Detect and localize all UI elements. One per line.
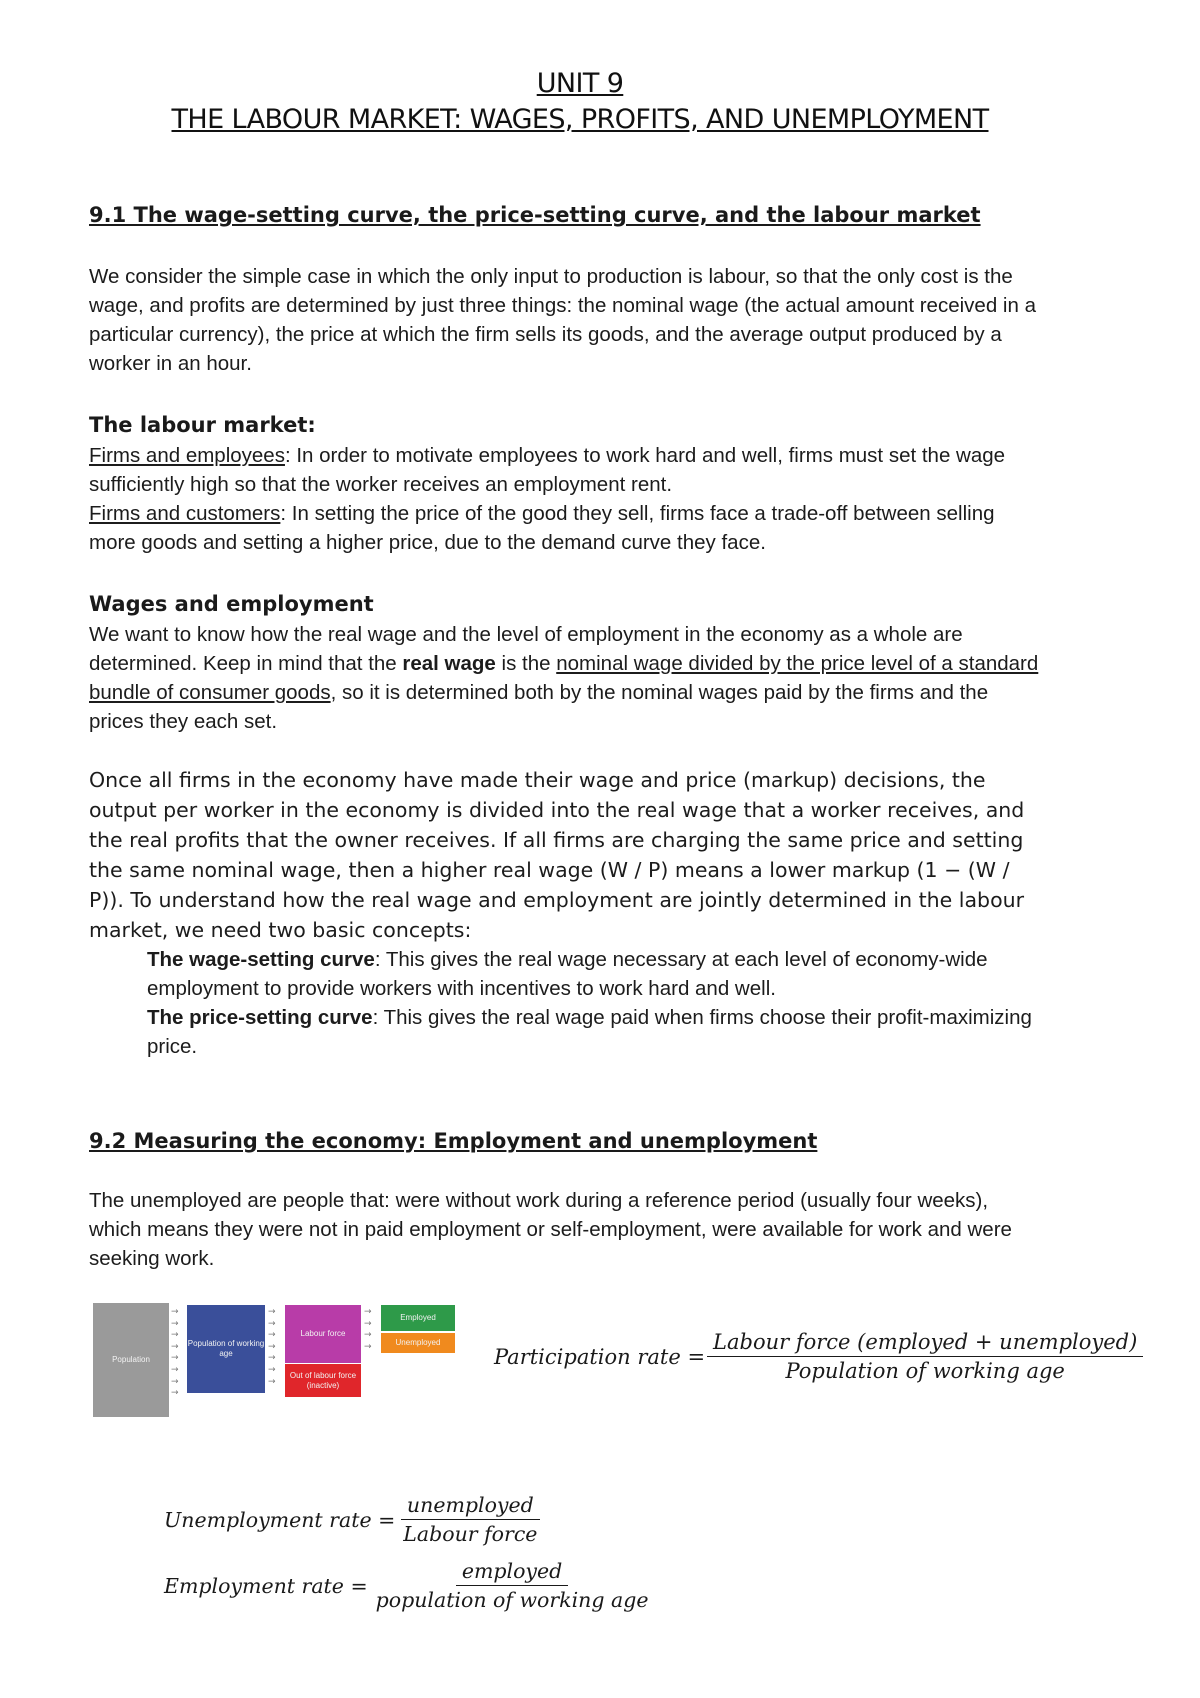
we-text: is the [495, 652, 557, 675]
real-wage-term: real wage [402, 652, 496, 675]
employment-rate-fraction [370, 1559, 655, 1612]
participation-rate-fraction [707, 1330, 1143, 1383]
employees-line-2: sufficiently high so that the worker receives an employment rent. [89, 473, 673, 496]
we-line-3 [89, 678, 1139, 707]
labour-market-text [89, 441, 1139, 557]
unemployed-box: Unemployed [381, 1333, 455, 1353]
wage-setting-text: : This gives the real wage necessary at each level of economy-wide [374, 948, 988, 971]
arrows-column-1: → → → → → → → → [171, 1307, 179, 1399]
markup-line: the real profits that the owner receives. If all firms are charging the same price and setting [89, 828, 1024, 852]
section-9-1-intro [89, 262, 1139, 378]
arrows-column-3: → → → → [364, 1307, 372, 1352]
we-text: determined. Keep in mind that the [89, 652, 403, 675]
participation-rate-formula [494, 1330, 1143, 1383]
unemployed-def-line: The unemployed are people that: were without work during a reference period (usually four weeks), [89, 1189, 989, 1212]
we-text: , so it is determined both by the nominal wages paid by the firms and the [330, 681, 989, 704]
wage-setting-term: The wage-setting curve [147, 948, 375, 971]
employment-denominator: population of working age [375, 1588, 649, 1612]
document-title: THE LABOUR MARKET: WAGES, PROFITS, AND UNEMPLOYMENT [171, 104, 989, 135]
unemployment-rate-formula [164, 1493, 543, 1546]
price-setting-text: : This gives the real wage paid when firms choose their profit-maximizing [372, 1006, 1032, 1029]
section-9-2-heading: 9.2 Measuring the economy: Employment and unemployment [89, 1129, 818, 1153]
markup-line: output per worker in the economy is divided into the real wage that a worker receives, and [89, 798, 1025, 822]
intro-line: We consider the simple case in which the only input to production is labour, so that the only cost is the [89, 265, 1013, 288]
participation-rate-lhs: Participation rate = [494, 1344, 706, 1369]
section-9-1-heading: 9.1 The wage-setting curve, the price-setting curve, and the labour market [89, 203, 981, 227]
employees-line [89, 441, 1139, 470]
employment-rate-lhs: Employment rate = [164, 1573, 368, 1598]
markup-paragraph [89, 765, 1139, 945]
customers-term: Firms and customers [89, 502, 281, 525]
labour-force-box: Labour force [285, 1305, 361, 1363]
real-wage-definition: nominal wage divided by the price level of a standard [556, 652, 1039, 675]
unemployed-def-line: seeking work. [89, 1247, 215, 1270]
out-of-labour-force-box: Out of labour force (inactive) [285, 1364, 361, 1397]
arrows-column-2: → → → → → → → [268, 1307, 276, 1387]
wage-setting-line [147, 945, 1137, 974]
participation-denominator: Population of working age [785, 1359, 1065, 1383]
employed-box: Employed [381, 1305, 455, 1331]
employment-rate-formula [164, 1559, 654, 1612]
employees-text: : In order to motivate employees to work hard and well, firms must set the wage [284, 444, 1006, 467]
participation-numerator: Labour force (employed + unemployed) [707, 1330, 1143, 1357]
labour-market-heading: The labour market: [89, 413, 316, 437]
we-line-4: prices they each set. [89, 710, 278, 733]
markup-line: P)). To understand how the real wage and employment are jointly determined in the labour [89, 888, 1025, 912]
customers-text: : In setting the price of the good they sell, firms face a trade-off between selling [280, 502, 995, 525]
unemployment-denominator: Labour force [403, 1522, 538, 1546]
wage-setting-line-2: employment to provide workers with incentives to work hard and well. [147, 977, 776, 1000]
unit-number: UNIT 9 [536, 68, 624, 99]
wages-employment-text [89, 620, 1139, 736]
unemployment-rate-fraction [397, 1493, 543, 1546]
markup-line: the same nominal wage, then a higher real wage (W / P) means a lower markup (1 − (W / [89, 858, 1010, 882]
price-setting-term: The price-setting curve [147, 1006, 373, 1029]
customers-line [89, 499, 1139, 528]
unemployment-rate-lhs: Unemployment rate = [164, 1507, 396, 1532]
employment-numerator: employed [456, 1559, 568, 1586]
price-setting-line-2: price. [147, 1035, 198, 1058]
employees-term: Firms and employees [89, 444, 285, 467]
unemployment-numerator: unemployed [401, 1493, 540, 1520]
section-9-2-intro [89, 1186, 1139, 1273]
intro-line: wage, and profits are determined by just three things: the nominal wage (the actual amount received in a [89, 294, 1036, 317]
unemployed-def-line: which means they were not in paid employment or self-employment, were available for work and were [89, 1218, 1012, 1241]
we-line-1: We want to know how the real wage and the level of employment in the economy as a whole are [89, 623, 963, 646]
real-wage-definition: bundle of consumer goods [89, 681, 331, 704]
concepts-list [147, 945, 1137, 1061]
labour-force-diagram [93, 1303, 455, 1419]
we-line-2 [89, 649, 1139, 678]
intro-line: worker in an hour. [89, 352, 252, 375]
intro-line: particular currency), the price at which the firm sells its goods, and the average output produced by a [89, 323, 1002, 346]
population-box: Population [93, 1303, 169, 1417]
markup-line: market, we need two basic concepts: [89, 918, 472, 942]
working-age-box: Population of working age [187, 1305, 265, 1393]
price-setting-line [147, 1003, 1137, 1032]
markup-line: Once all firms in the economy have made their wage and price (markup) decisions, the [89, 768, 986, 792]
customers-line-2: more goods and setting a higher price, due to the demand curve they face. [89, 531, 766, 554]
wages-employment-heading: Wages and employment [89, 592, 374, 616]
